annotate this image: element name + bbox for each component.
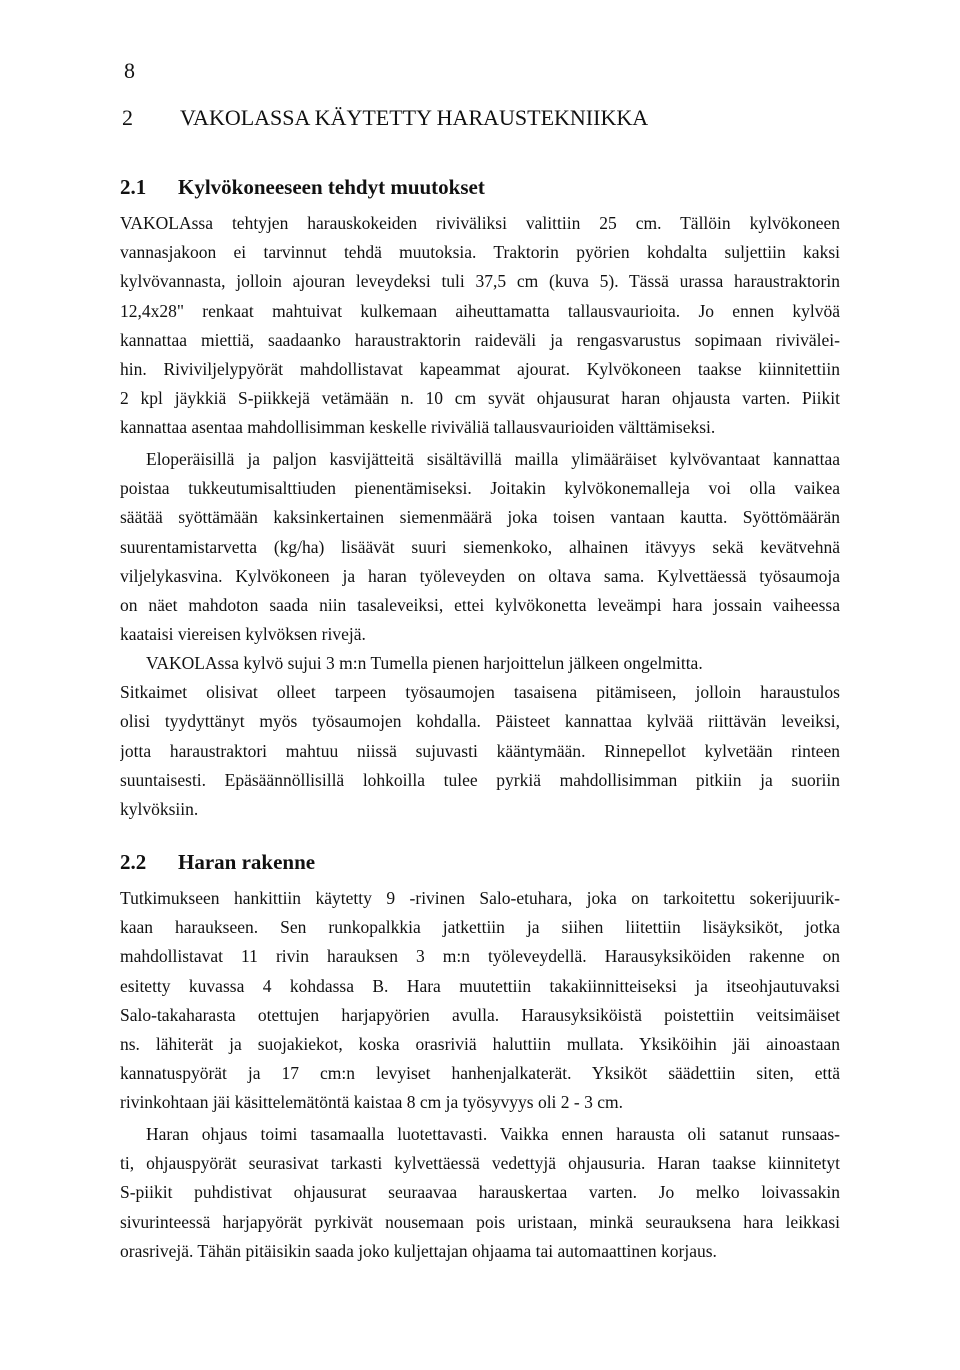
paragraph <box>120 649 840 824</box>
text-line: on näet mahdoton saada niin tasaleveiksi, ettei kylvökonetta leveämpi hara jossain vaiheessa <box>120 594 840 615</box>
text-line: esitetty kuvassa 4 kohdassa B. Hara muutettiin takakiinnitteiseksi ja itseohjautuvaksi <box>120 975 840 996</box>
text-line: olisi tyydyttänyt myös työsaumojen kohdalla. Päisteet kannattaa kylvää riittävän leveiksi, <box>120 711 840 732</box>
text-line: Haran ohjaus toimi tasamaalla luotettavasti. Vaikka ennen harausta oli satanut runsaas- <box>146 1124 840 1144</box>
chapter-number: 2 <box>122 105 133 130</box>
text-line: kannatuspyörät ja 17 cm:n levyiset hanhenjalkaterät. Yksiköt säädettiin siten, että <box>120 1063 840 1084</box>
text-line: Tutkimukseen hankittiin käytetty 9 -rivinen Salo-etuhara, joka on tarkoitettu sokerijuurik- <box>120 888 840 908</box>
text-line: säätää syöttämään kaksinkertainen siemenmäärä joka toisen vantaan kautta. Syöttömäärän <box>120 507 840 528</box>
text-line: VAKOLAssa kylvö sujui 3 m:n Tumella pienen harjoittelun jälkeen ongelmitta. <box>146 653 703 673</box>
text-line: kaataisi viereisen kylvöksen rivejä. <box>120 624 366 645</box>
text-line: kannattaa asentaa mahdollisimman keskelle riviväliä tallausvaurioiden välttämiseksi. <box>120 417 716 438</box>
section-title: Kylvökoneeseen tehdyt muutokset <box>178 175 485 199</box>
text-line: Eloperäisillä ja paljon kasvijätteitä sisältävillä mailla ylimääräiset kylvövantaat kannattaa <box>146 449 840 469</box>
text-line: vannasjakoon ei tarvinnut tehdä muutoksia. Traktorin pyörien kohdalta suljettiin kaksi <box>120 242 840 263</box>
section-heading-2-1 <box>120 173 485 201</box>
text-line: ns. lähiterät ja suojakiekot, koska orasriviä haluttiin mullata. Yksiköihin jäi ainoastaan <box>120 1033 840 1054</box>
text-line: kaan harаukseen. Sen runkopalkkia jatkettiin ja siihen liitettiin lisäyksiköt, jotka <box>120 917 840 938</box>
section-heading-2-2 <box>120 848 315 876</box>
text-line: 2 kpl jäykkiä S-piikkejä vetämään n. 10 cm syvät ohjausurat haran ohjausta varten. Piikit <box>120 388 840 409</box>
text-line: hin. Riviviljelypyörät mahdollistavat kapeammat ajourat. Kylvökoneen taakse kiinnitettiin <box>120 358 840 379</box>
text-line: suuntaisesti. Epäsäännöllisillä lohkoilla tulee pyrkiä mahdollisimman pitkiin ja suoriin <box>120 769 840 790</box>
text-line: suurentamistarvetta (kg/ha) lisäävät suuri siemenkoko, alhainen itävyys sekä kevätvehnä <box>120 536 840 557</box>
text-line: 12,4x28" renkaat mahtuivat kulkemaan aiheuttamatta tallausvaurioita. Jo ennen kylvöä <box>120 300 840 321</box>
chapter-title: VAKOLASSA KÄYTETTY HARAUSTEKNIIKKA <box>180 105 649 130</box>
text-line: Sitkaimet olisivat olleet tarpeen työsaumojen tasaisena pitämiseen, jolloin haraustulos <box>120 682 840 703</box>
text-line: S-piikit puhdistivat ohjausurat seuraavaa harauskertaa varten. Jo melko loivassakin <box>120 1182 840 1203</box>
section-number: 2.2 <box>120 850 147 874</box>
section-title: Haran rakenne <box>178 850 316 874</box>
text-line: poistaa tukkeutumisalttiuden pienentämiseksi. Joitakin kylvökonemalleja voi olla vaikea <box>120 478 840 499</box>
section-number: 2.1 <box>120 175 147 199</box>
text-line: rivinkohtaan jäi käsittelemätöntä kaistaa 8 cm ja työsyvyys oli 2 - 3 cm. <box>120 1092 624 1113</box>
paragraph <box>120 1120 840 1266</box>
text-line: kylvöksiin. <box>120 798 199 819</box>
text-line: viljelykasvina. Kylvökoneen ja haran työleveyden on oltava sama. Kylvettäessä työsaumoja <box>120 565 840 586</box>
text-line: sivurinteessä harjapyörät pyrkivät nousemaan pois uristaan, minkä seurauksena hara leikkasi <box>120 1211 840 1232</box>
chapter-heading <box>122 104 648 132</box>
page-number: 8 <box>124 58 135 83</box>
text-line: Salo-takaharasta otettujen harjapyörien avulla. Harausyksiköistä poistettiin veitsimäiset <box>120 1004 840 1025</box>
paragraph <box>120 209 840 443</box>
text-line: jotta haraustraktori mahtuu niissä sujuvasti kääntymään. Rinnepellot kylvetään rinteen <box>120 740 840 761</box>
text-line: orasrivejä. Tähän pitäisikin saada joko kuljettajan ohjaama tai automaattinen korjaus. <box>120 1240 717 1261</box>
paragraph <box>120 445 840 649</box>
text-line: mahdollistavat 11 rivin harauksen 3 m:n työleveydellä. Harausyksiköiden rakenne on <box>120 946 840 967</box>
text-line: ti, ohjauspyörät seurasivat tarkasti kylvettäessä vedettyjä ohjausuria. Haran taakse kiinnitetyt <box>120 1153 840 1174</box>
paragraph <box>120 884 840 1118</box>
text-line: kannattaa miettiä, saadaanko haraustraktorin raideväli ja rengasvarustus sopimaan rivivälei- <box>120 329 840 350</box>
text-line: kylvövannasta, jolloin ajouran leveydeksi tuli 37,5 cm (kuva 5). Tässä urassa haraustraktorin <box>120 271 840 292</box>
text-line: VAKOLAssa tehtyjen harauskokeiden riviväliksi valittiin 25 cm. Tällöin kylvökoneen <box>120 213 840 233</box>
